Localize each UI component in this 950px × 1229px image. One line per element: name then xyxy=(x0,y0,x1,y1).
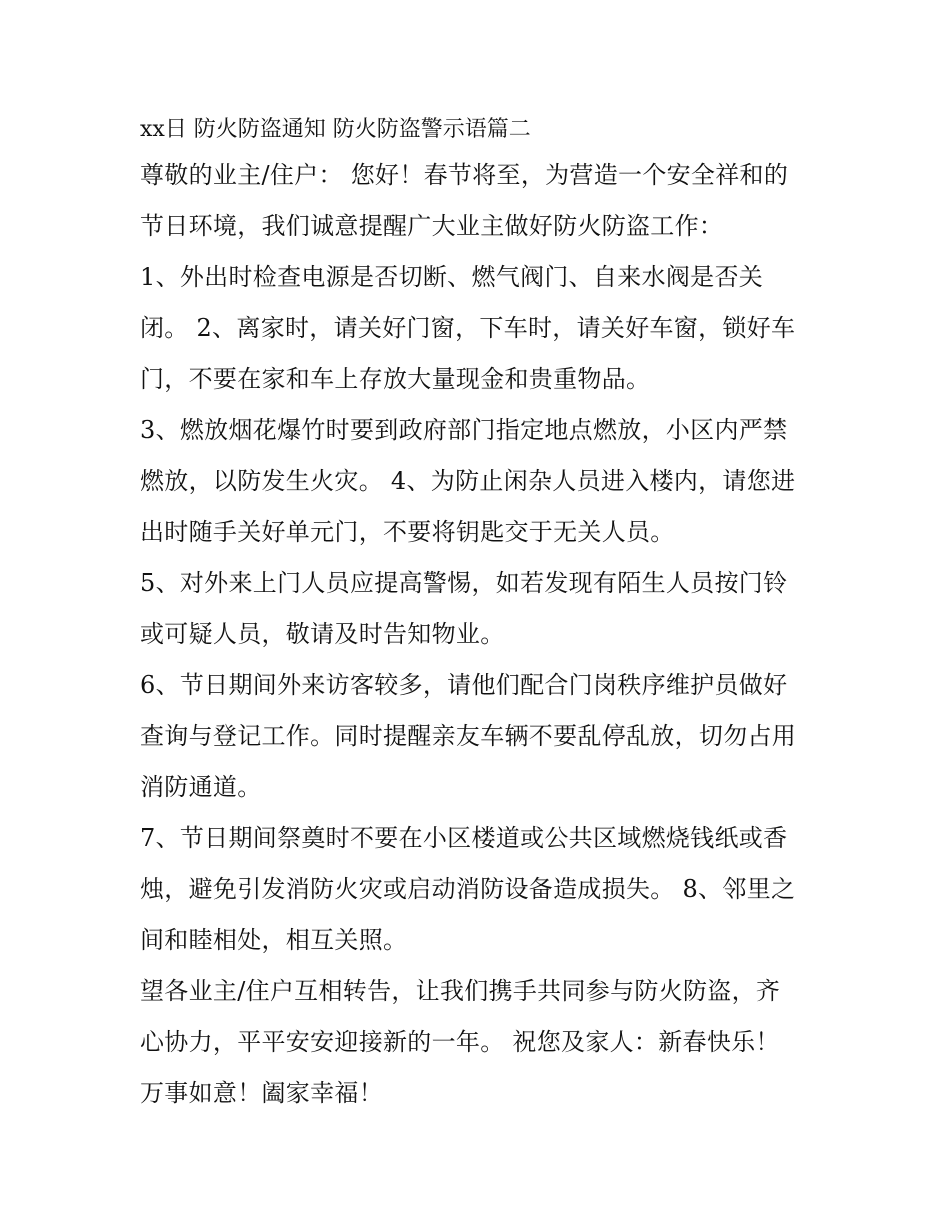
text-line: 1、外出时检查电源是否切断、燃气阀门、自来水阀是否关 xyxy=(140,263,764,291)
text-line: 消防通道。 xyxy=(140,773,262,801)
text-line: 出时随手关好单元门，不要将钥匙交于无关人员。 xyxy=(140,518,675,546)
text-line: 门，不要在家和车上存放大量现金和贵重物品。 xyxy=(140,365,651,393)
text-line: 查询与登记工作。同时提醒亲友车辆不要乱停乱放，切勿占用 xyxy=(140,722,797,750)
text-line: 间和睦相处，相互关照。 xyxy=(140,926,408,954)
paragraph-closing xyxy=(140,966,820,1119)
text-line: 望各业主/住户互相转告，让我们携手共同参与防火防盗，齐 xyxy=(140,977,781,1005)
text-line: 3、燃放烟花爆竹时要到政府部门指定地点燃放，小区内严禁 xyxy=(140,416,788,444)
paragraph-item-3-4 xyxy=(140,405,820,558)
text-line: 尊敬的业主/住户： 您好！春节将至，为营造一个安全祥和的 xyxy=(140,161,789,189)
text-line: 燃放，以防发生火灾。 4、为防止闲杂人员进入楼内，请您进 xyxy=(140,467,796,495)
paragraph-item-6 xyxy=(140,660,820,813)
document-body xyxy=(140,110,820,1119)
text-line: 6、节日期间外来访客较多，请他们配合门岗秩序维护员做好 xyxy=(140,671,788,699)
text-line: 烛，避免引发消防火灾或启动消防设备造成损失。 8、邻里之 xyxy=(140,875,796,903)
text-line: 心协力，平平安安迎接新的一年。 祝您及家人：新春快乐！ xyxy=(140,1028,780,1056)
paragraph-item-5 xyxy=(140,558,820,660)
text-line: 5、对外来上门人员应提高警惕，如若发现有陌生人员按门铃 xyxy=(140,569,788,597)
text-line: 闭。 2、离家时，请关好门窗，下车时，请关好车窗，锁好车 xyxy=(140,314,796,342)
text-line: 节日环境，我们诚意提醒广大业主做好防火防盗工作： xyxy=(140,212,724,240)
paragraph-item-1-2 xyxy=(140,252,820,405)
paragraph-item-7-8 xyxy=(140,813,820,966)
text-line: 万事如意！阖家幸福！ xyxy=(140,1079,383,1107)
document-title: xx日 防火防盗通知 防火防盗警示语篇二 xyxy=(140,117,531,142)
text-line: 或可疑人员，敬请及时告知物业。 xyxy=(140,620,505,648)
text-line: 7、节日期间祭奠时不要在小区楼道或公共区域燃烧钱纸或香 xyxy=(140,824,788,852)
paragraph-greeting xyxy=(140,150,820,252)
